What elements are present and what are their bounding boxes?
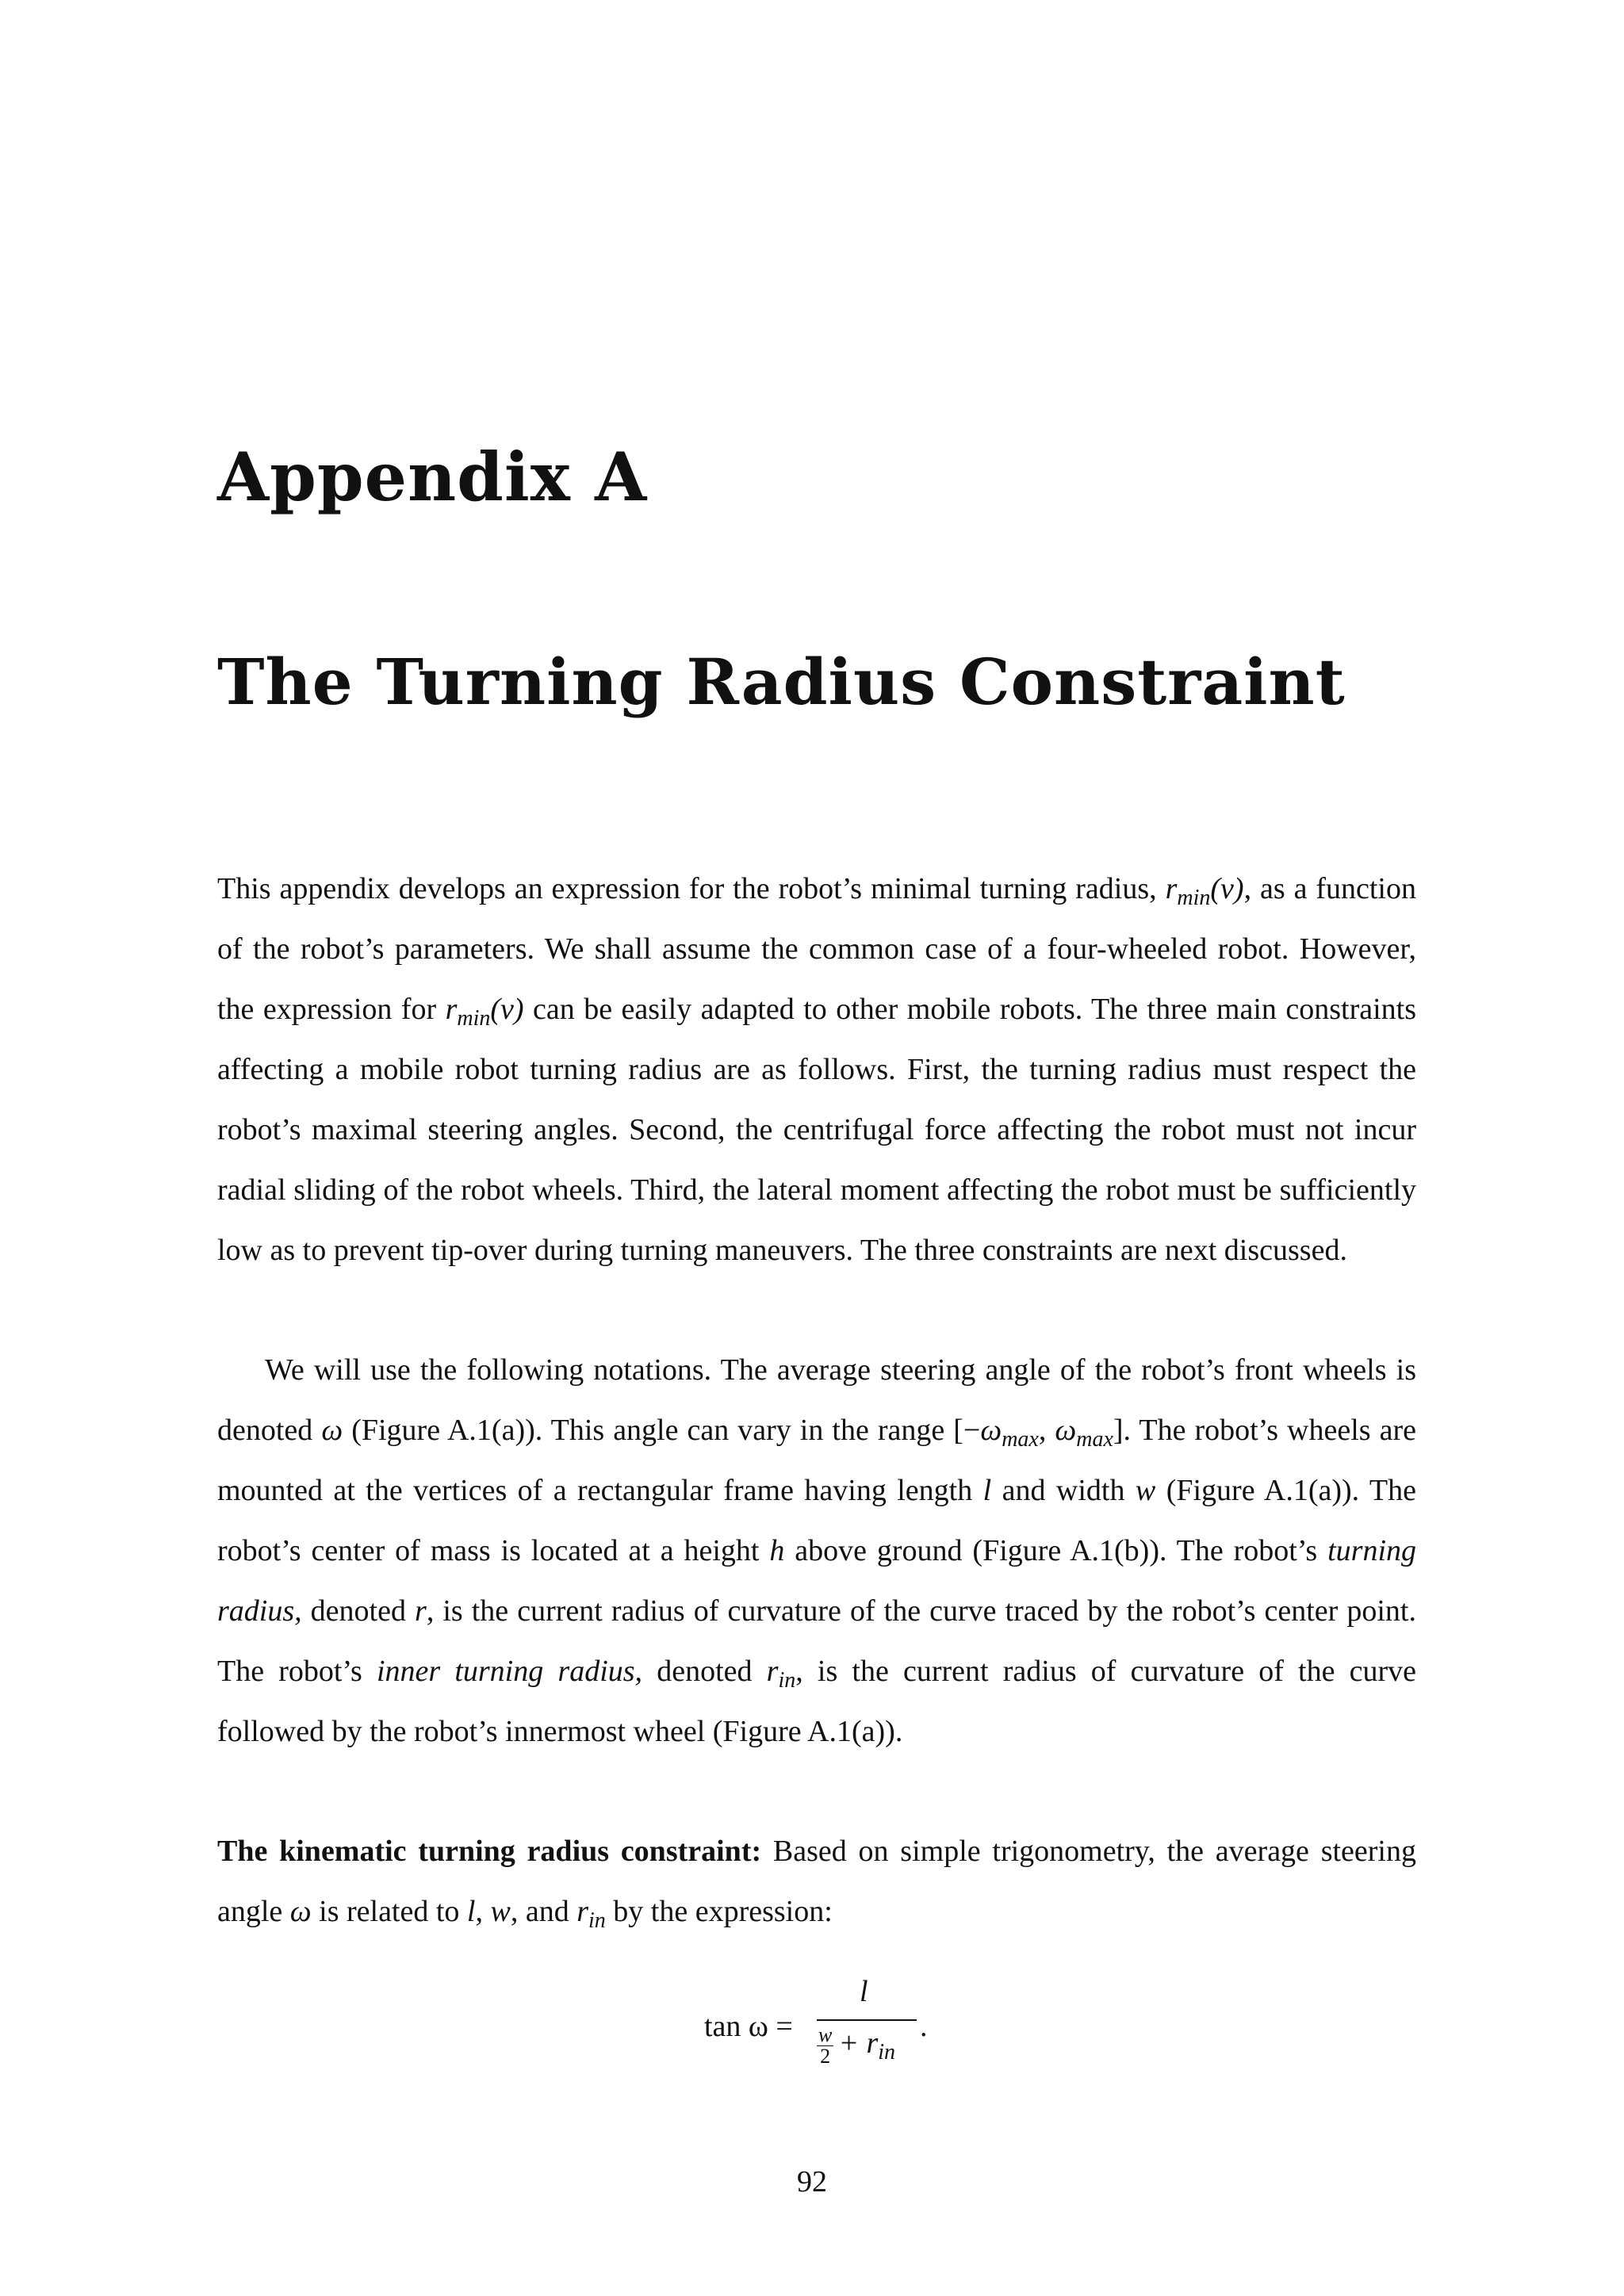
text-run: , — [475, 1895, 491, 1928]
text-run: denoted — [301, 1594, 416, 1628]
math-nu-arg: (ν) — [490, 993, 524, 1026]
equation-lhs: tan ω = — [704, 2010, 793, 2043]
math-l: l — [466, 1895, 476, 1928]
run-in-heading: The kinematic turning radius constraint: — [217, 1835, 762, 1868]
math-nu-arg: (ν) — [1210, 872, 1244, 905]
math-omega-max: $\omega_{max}$ — [1055, 1414, 1113, 1452]
chapter-label: Appendix A — [217, 438, 648, 516]
math-l: l — [982, 1474, 992, 1507]
text-run: , is the current radius of curvature of the curve traced by the robot’s center point. The robot’s — [217, 1594, 1416, 1688]
math-r: r — [415, 1594, 427, 1628]
equation-denominator — [817, 2025, 895, 2067]
math-omega: ω — [321, 1414, 343, 1447]
math-r-in: $r_{in}$ — [766, 1655, 796, 1693]
text-run: is related to — [311, 1895, 467, 1928]
math-w: w — [490, 1895, 511, 1928]
math-r-min: $r_{min}$ — [1165, 872, 1211, 910]
text-run: can be easily adapted to other mobile robots. The three main constraints affecting a mobile robot turning radius are as follows. First, the turning radius must respect the robot’s maximal steering angles. Second, the centrifugal force affecting the robot must not incur radial sliding of the robot wheels. Third, the lateral moment affecting the robot must be sufficiently low as to prevent tip-over during turning maneuvers. The three constraints are next discussed. — [217, 993, 1416, 1267]
emphasis-inner-turning-radius: inner turning radius, — [376, 1655, 643, 1688]
fraction-bar — [817, 2019, 917, 2021]
paragraph-intro — [217, 859, 1416, 1280]
text-run: above ground (Figure A.1(b)). The robot’s — [784, 1534, 1328, 1567]
text-run: and width — [991, 1474, 1136, 1507]
math-r-in: $r_{in}$ — [576, 1895, 606, 1933]
equation-tan-omega — [0, 1974, 1624, 2085]
math-h: h — [769, 1534, 785, 1567]
equation-numerator: l — [860, 1975, 868, 2008]
paragraph-kinematic — [217, 1821, 1416, 1942]
text-run: by the expression: — [605, 1895, 833, 1928]
text-run: , — [1038, 1414, 1055, 1447]
page-number: 92 — [797, 2165, 827, 2198]
text-run: (Figure A.1(a)). This angle can vary in the range [− — [343, 1414, 981, 1447]
text-run: Based on simple trigonometry, the average steering angle — [217, 1835, 1416, 1928]
text-run: (Figure A.1(a)). The robot’s center of mass is located at a height — [217, 1474, 1416, 1567]
half-fraction: $\frac{w}{2}$ — [818, 2023, 833, 2068]
text-run: ]. The robot’s wheels are mounted at the vertices of a rectangular frame having length — [217, 1414, 1416, 1507]
text-run: denoted — [642, 1655, 767, 1688]
text-run: , and — [510, 1895, 577, 1928]
text-run: We will use the following notations. The average steering angle of the robot’s front wheels is denoted — [217, 1353, 1416, 1447]
text-run: , as a function of the robot’s parameters. We shall assume the common case of a four-wheeled robot. However, the expression for — [217, 872, 1416, 1026]
math-w: w — [1135, 1474, 1156, 1507]
chapter-title: The Turning Radius Constraint — [217, 645, 1346, 719]
text-run: , is the current radius of curvature of the curve followed by the robot’s innermost wheel (Figure A.1(a)). — [217, 1655, 1417, 1748]
denominator-rest: + $r_{in}$ — [838, 2026, 896, 2065]
math-omega-max: $\omega_{max}$ — [980, 1414, 1039, 1452]
text-run: This appendix develops an expression for the robot’s minimal turning radius, — [217, 872, 1166, 905]
paragraph-notations — [217, 1340, 1416, 1762]
math-r-min: $r_{min}$ — [445, 993, 491, 1031]
equation-period: . — [920, 2010, 928, 2043]
math-omega: ω — [289, 1895, 312, 1928]
emphasis-turning-radius: turning radius, — [217, 1534, 1416, 1628]
